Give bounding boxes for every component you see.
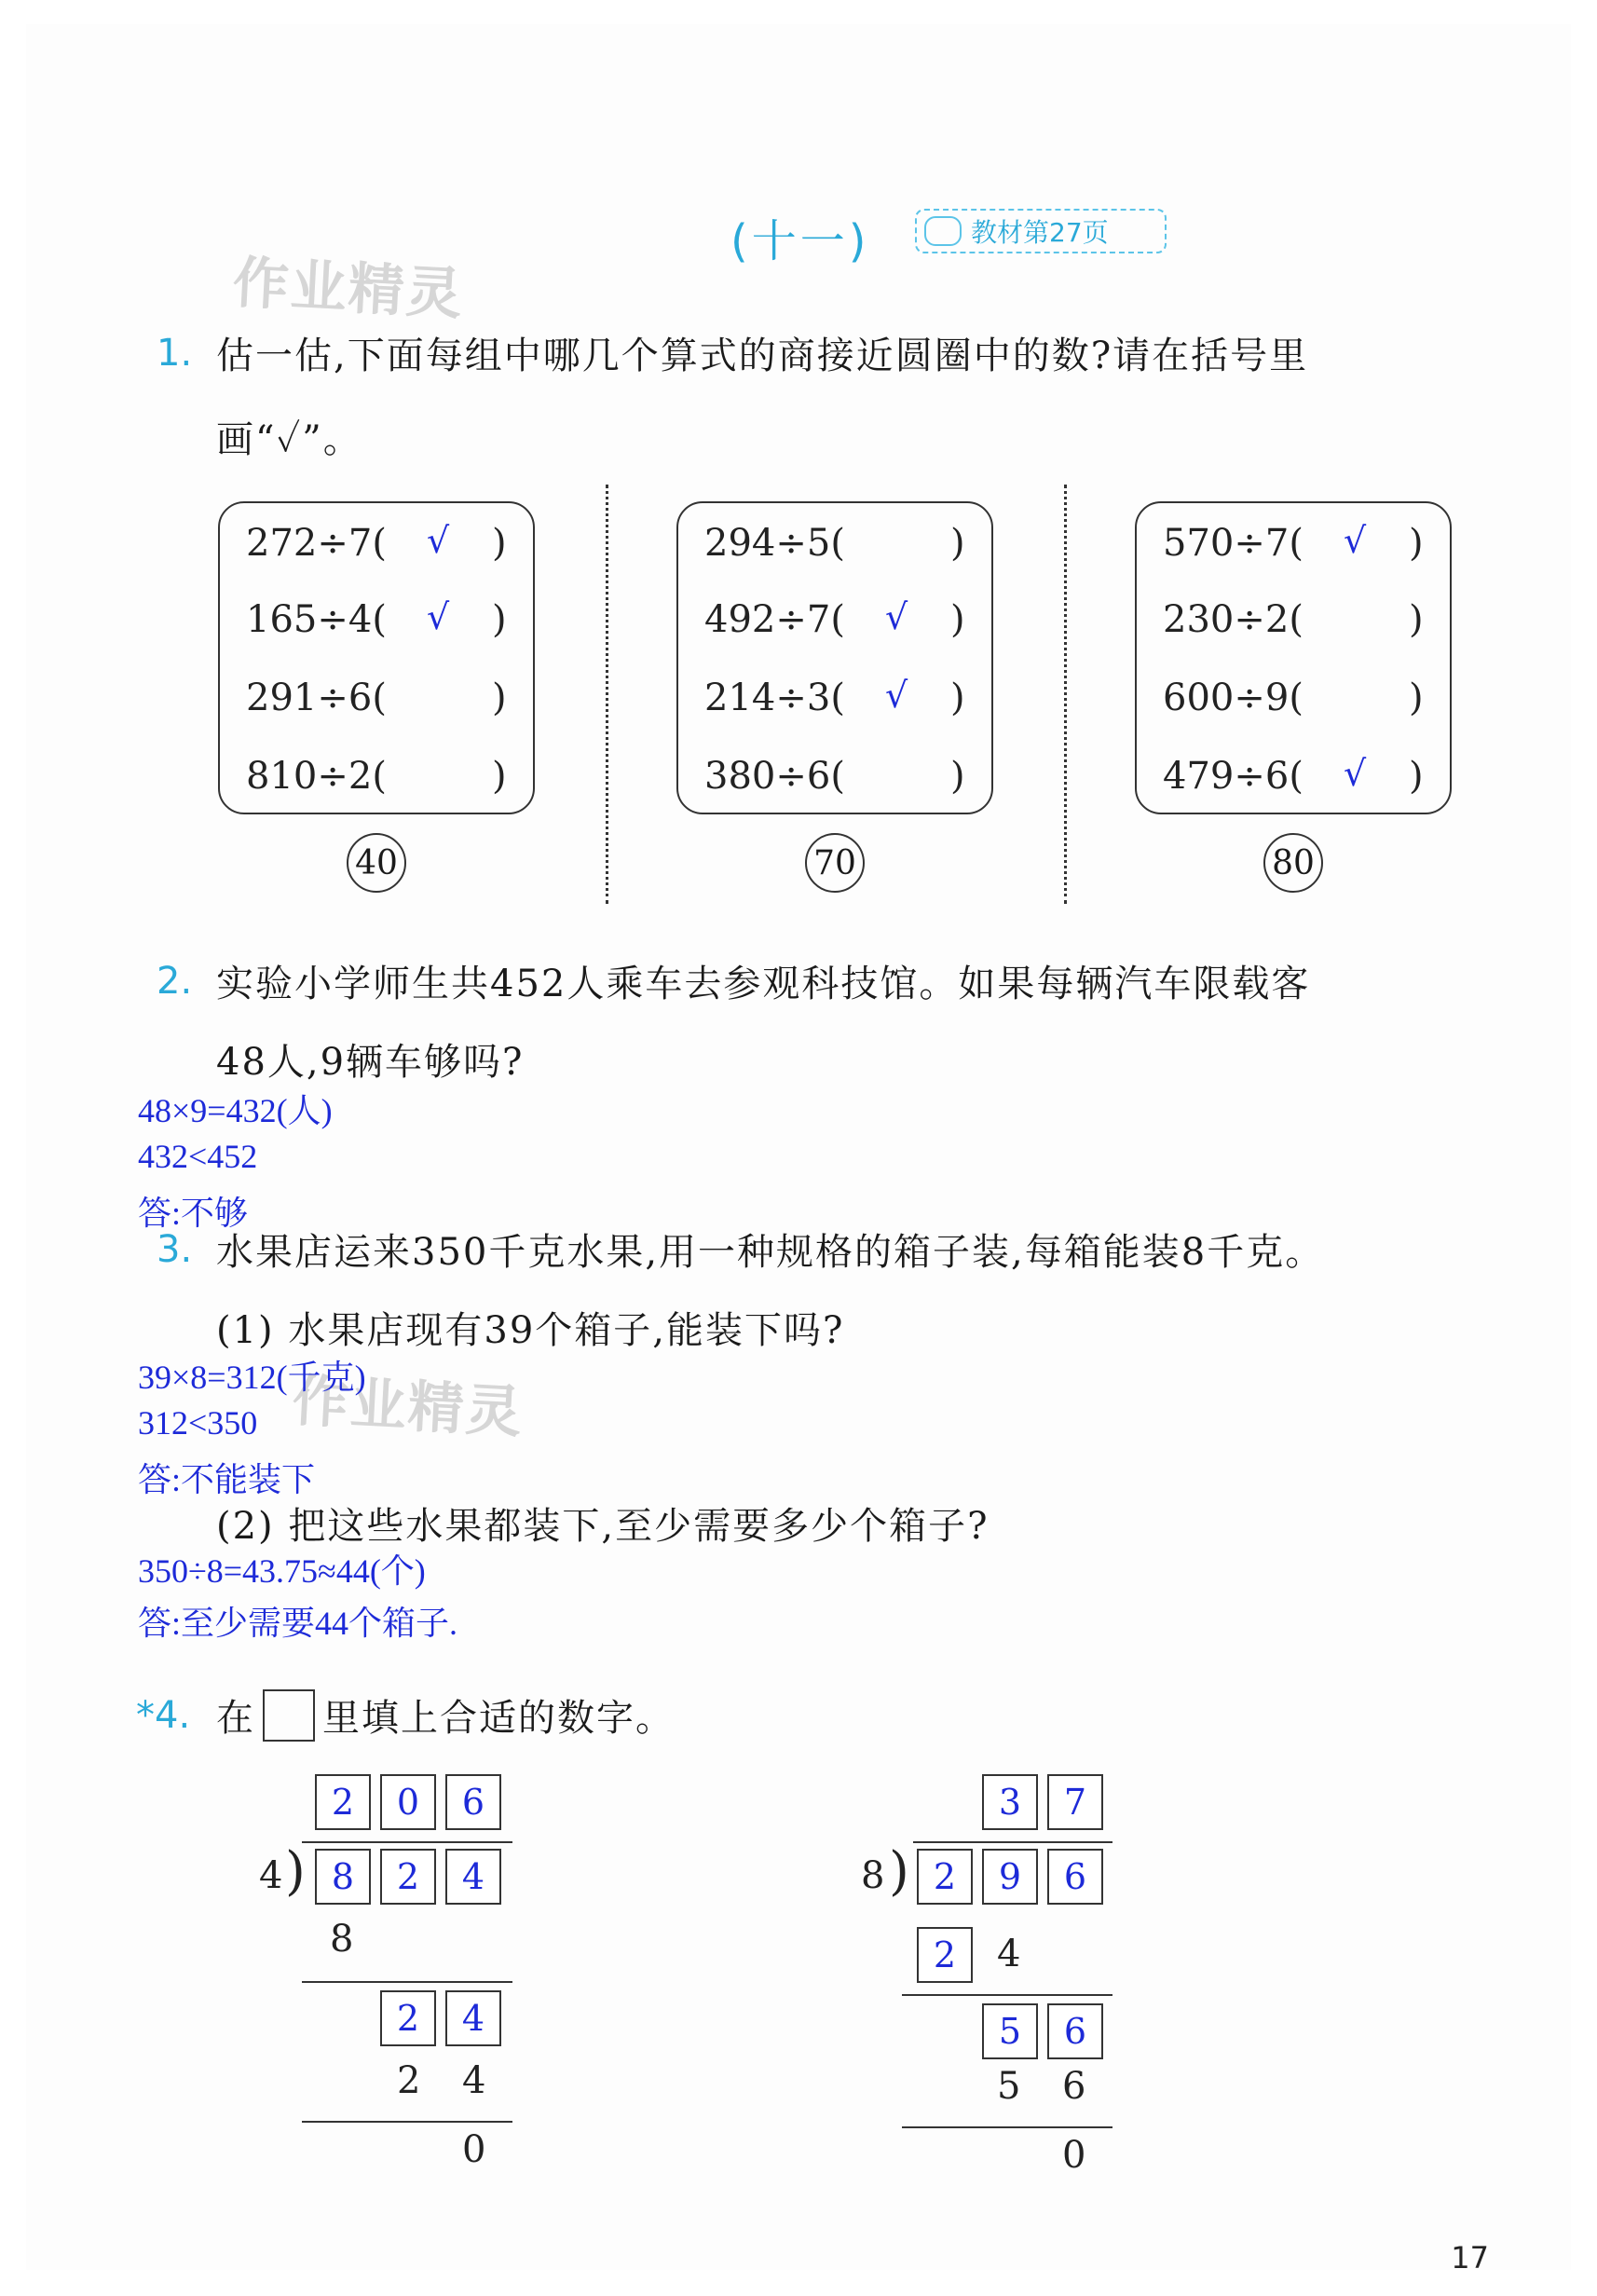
- close-paren: ): [950, 522, 965, 565]
- quotient-digit-box: 3: [982, 1774, 1038, 1830]
- division-expression: 600÷9(: [1163, 676, 1304, 719]
- question-2-number: 2.: [157, 960, 193, 1003]
- question-1-text-line2: 画“✓”。: [216, 418, 362, 461]
- division-expression: 291÷6(: [246, 676, 387, 719]
- handwritten-answer: 432<452: [138, 1138, 258, 1175]
- close-paren: ): [950, 676, 965, 719]
- remainder-digit-box: 6: [1047, 2003, 1103, 2059]
- handwritten-answer: 答:不能装下: [138, 1461, 316, 1498]
- division-bar: [302, 1841, 512, 1843]
- close-paren: ): [1409, 522, 1424, 565]
- watermark: 作业精灵: [231, 250, 466, 328]
- close-paren: ): [1409, 676, 1424, 719]
- quotient-digit-box: 2: [315, 1774, 371, 1830]
- remainder-digit-box: 5: [982, 2003, 1038, 2059]
- division-bar: [913, 1841, 1112, 1843]
- handwritten-answer: 48×9=432(人): [138, 1092, 333, 1129]
- dividend-digit-box: 2: [380, 1849, 436, 1905]
- subtraction-line: [902, 2126, 1112, 2128]
- division-expression: 380÷6(: [704, 755, 845, 798]
- partial-product-digit-box: 2: [917, 1927, 973, 1983]
- subtraction-line: [902, 1994, 1112, 1996]
- subtraction-line: [302, 2121, 512, 2123]
- dividend-digit-box: 6: [1047, 1849, 1103, 1905]
- check-mark: √: [1344, 753, 1367, 794]
- target-circle: 70: [805, 833, 865, 893]
- check-mark: √: [427, 520, 450, 561]
- watermark: 作业精灵: [291, 1368, 526, 1446]
- check-mark: √: [885, 675, 908, 716]
- handwritten-answer: 312<350: [138, 1404, 258, 1442]
- remainder-digit-box: 4: [445, 1990, 501, 2046]
- close-paren: ): [950, 598, 965, 641]
- quotient-digit-box: 0: [380, 1774, 436, 1830]
- close-paren: ): [492, 676, 507, 719]
- division-bracket: ): [889, 1841, 909, 1902]
- dotted-divider: [1064, 485, 1067, 904]
- division-expression: 810÷2(: [246, 755, 387, 798]
- question-3-text-line1: 水果店运来350千克水果,用一种规格的箱子装,每箱能装8千克。: [216, 1231, 1325, 1274]
- estimate-group-2: [676, 501, 993, 814]
- textbook-reference-tag: [915, 209, 1167, 253]
- partial-product: 8: [330, 1918, 354, 1961]
- partial-product-digit: 4: [997, 1933, 1021, 1975]
- question-1-number: 1.: [157, 332, 193, 375]
- close-paren: ): [1409, 755, 1424, 798]
- close-paren: ): [492, 598, 507, 641]
- dividend-digit-box: 4: [445, 1849, 501, 1905]
- division-expression: 570÷7(: [1163, 522, 1304, 565]
- divisor: 4: [259, 1854, 283, 1897]
- quotient-digit-box: 6: [445, 1774, 501, 1830]
- question-4-text: [216, 1688, 675, 1742]
- close-paren: ): [950, 755, 965, 798]
- close-paren: ): [492, 522, 507, 565]
- dotted-divider: [606, 485, 608, 904]
- dividend-digit-box: 8: [315, 1849, 371, 1905]
- target-circle: 80: [1263, 833, 1323, 893]
- division-expression: 492÷7(: [704, 598, 845, 641]
- estimate-group-1: [218, 501, 535, 814]
- partial-product-digit: 6: [1062, 2065, 1086, 2108]
- book-icon: [924, 216, 962, 246]
- close-paren: ): [1409, 598, 1424, 641]
- partial-product-digit: 4: [462, 2059, 486, 2102]
- dividend-digit-box: 2: [917, 1849, 973, 1905]
- estimate-group-3: [1135, 501, 1452, 814]
- question-3-subquestion-2: (2) 把这些水果都装下,至少需要多少个箱子?: [216, 1505, 990, 1548]
- division-expression: 230÷2(: [1163, 598, 1304, 641]
- question-3-number: 3.: [157, 1228, 193, 1271]
- question-4-text-after: 里填上合适的数字。: [322, 1697, 675, 1740]
- partial-product-digit: 5: [997, 2065, 1021, 2108]
- subtraction-line: [302, 1981, 512, 1983]
- blank-box-icon: [263, 1689, 315, 1742]
- check-mark: √: [885, 596, 908, 637]
- final-remainder: 0: [1062, 2134, 1086, 2177]
- handwritten-answer: 答:不够: [138, 1195, 249, 1232]
- handwritten-answer: 答:至少需要44个箱子.: [138, 1605, 458, 1642]
- textbook-reference-text: 教材第27页: [971, 217, 1109, 248]
- handwritten-answer: 39×8=312(千克): [138, 1359, 366, 1396]
- divisor: 8: [861, 1854, 885, 1897]
- handwritten-answer: 350÷8=43.75≈44(个): [138, 1552, 426, 1590]
- division-expression: 479÷6(: [1163, 755, 1304, 798]
- question-4-text-before: 在: [216, 1697, 255, 1740]
- page-title: (十一): [730, 215, 870, 267]
- check-mark: √: [427, 596, 450, 637]
- quotient-digit-box: 7: [1047, 1774, 1103, 1830]
- question-4-number: *4.: [136, 1694, 191, 1737]
- page-number: 17: [1451, 2240, 1489, 2276]
- division-bracket: ): [285, 1841, 306, 1902]
- final-remainder: 0: [462, 2128, 486, 2171]
- division-expression: 165÷4(: [246, 598, 387, 641]
- question-3-subquestion-1: (1) 水果店现有39个箱子,能装下吗?: [216, 1309, 845, 1352]
- division-expression: 294÷5(: [704, 522, 845, 565]
- target-circle: 40: [347, 833, 406, 893]
- division-expression: 214÷3(: [704, 676, 845, 719]
- close-paren: ): [492, 755, 507, 798]
- question-2-text-line1: 实验小学师生共452人乘车去参观科技馆。如果每辆汽车限载客: [216, 963, 1311, 1005]
- remainder-digit-box: 2: [380, 1990, 436, 2046]
- question-2-text-line2: 48人,9辆车够吗?: [216, 1041, 525, 1084]
- dividend-digit-box: 9: [982, 1849, 1038, 1905]
- question-1-text-line1: 估一估,下面每组中哪几个算式的商接近圆圈中的数?请在括号里: [216, 335, 1309, 377]
- partial-product-digit: 2: [397, 2059, 421, 2102]
- division-expression: 272÷7(: [246, 522, 387, 565]
- check-mark: √: [1344, 520, 1367, 561]
